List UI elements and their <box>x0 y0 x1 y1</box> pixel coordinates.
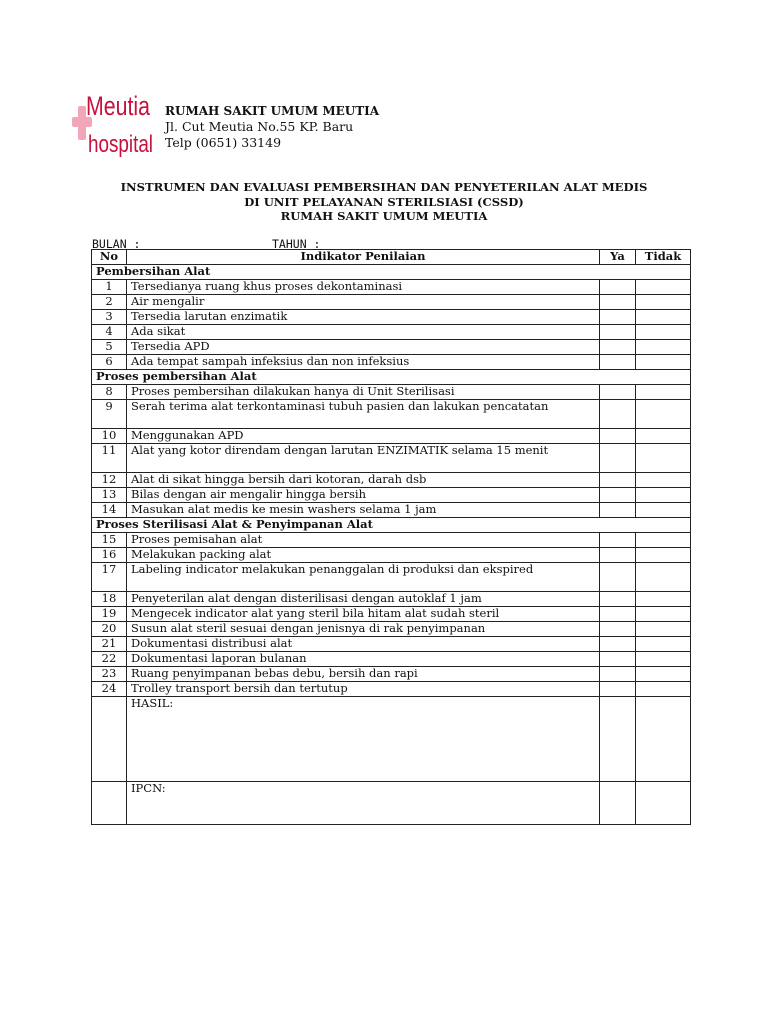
item-indicator: Melakukan packing alat <box>127 548 600 563</box>
item-indicator: Menggunakan APD <box>127 429 600 444</box>
tidak-cell[interactable] <box>636 652 691 667</box>
item-indicator: Dokumentasi laporan bulanan <box>127 652 600 667</box>
tidak-cell[interactable] <box>636 503 691 518</box>
item-number: 9 <box>92 400 127 429</box>
tidak-cell[interactable] <box>636 592 691 607</box>
logo-graphic <box>72 84 156 164</box>
table-row <box>92 592 691 607</box>
title-line-1: INSTRUMEN DAN EVALUASI PEMBERSIHAN DAN PENYETERILAN ALAT MEDIS <box>120 180 648 194</box>
item-indicator: Ada sikat <box>127 325 600 340</box>
tidak-cell[interactable] <box>636 533 691 548</box>
ya-cell[interactable] <box>600 429 636 444</box>
item-indicator: Proses pembersihan dilakukan hanya di Unit Sterilisasi <box>127 385 600 400</box>
item-number: 19 <box>92 607 127 622</box>
table-row <box>92 385 691 400</box>
item-indicator: Labeling indicator melakukan penanggalan di produksi dan ekspired <box>127 563 600 592</box>
item-number: 4 <box>92 325 127 340</box>
header-indicator: Indikator Penilaian <box>127 250 600 265</box>
item-number: 5 <box>92 340 127 355</box>
table-row <box>92 325 691 340</box>
hasil-number-cell <box>92 697 127 782</box>
table-row <box>92 488 691 503</box>
tidak-cell[interactable] <box>636 444 691 473</box>
hospital-logo <box>72 84 156 164</box>
ya-cell[interactable] <box>600 622 636 637</box>
item-number: 21 <box>92 637 127 652</box>
ipcn-ya-cell <box>600 782 636 825</box>
tidak-cell[interactable] <box>636 385 691 400</box>
item-number: 13 <box>92 488 127 503</box>
tidak-cell[interactable] <box>636 473 691 488</box>
tidak-cell[interactable] <box>636 355 691 370</box>
item-indicator: Penyeterilan alat dengan disterilisasi dengan autoklaf 1 jam <box>127 592 600 607</box>
item-indicator: Ruang penyimpanan bebas debu, bersih dan rapi <box>127 667 600 682</box>
tidak-cell[interactable] <box>636 667 691 682</box>
item-number: 2 <box>92 295 127 310</box>
item-number: 3 <box>92 310 127 325</box>
item-number: 23 <box>92 667 127 682</box>
tidak-cell[interactable] <box>636 622 691 637</box>
item-number: 15 <box>92 533 127 548</box>
section-row <box>92 265 691 280</box>
item-number: 24 <box>92 682 127 697</box>
table-header-row <box>92 250 691 265</box>
item-indicator: Serah terima alat terkontaminasi tubuh pasien dan lakukan pencatatan <box>127 400 600 429</box>
item-number: 16 <box>92 548 127 563</box>
logo-text-top: Meutia <box>86 91 151 121</box>
table-row <box>92 473 691 488</box>
hospital-address: Jl. Cut Meutia No.55 KP. Baru <box>165 119 354 134</box>
ya-cell[interactable] <box>600 533 636 548</box>
hasil-row <box>92 697 691 782</box>
table-row <box>92 652 691 667</box>
tidak-cell[interactable] <box>636 488 691 503</box>
table-row <box>92 667 691 682</box>
ya-cell[interactable] <box>600 652 636 667</box>
bulan-label: BULAN : <box>92 237 141 251</box>
item-indicator: Alat yang kotor direndam dengan larutan ENZIMATIK selama 15 menit <box>127 444 600 473</box>
item-indicator: Tersedianya ruang khus proses dekontaminasi <box>127 280 600 295</box>
tidak-cell[interactable] <box>636 400 691 429</box>
item-number: 18 <box>92 592 127 607</box>
table-row <box>92 280 691 295</box>
ya-cell[interactable] <box>600 548 636 563</box>
title-line-3: RUMAH SAKIT UMUM MEUTIA <box>280 209 488 223</box>
ya-cell[interactable] <box>600 637 636 652</box>
hospital-name: RUMAH SAKIT UMUM MEUTIA <box>165 104 380 118</box>
item-indicator: Alat di sikat hingga bersih dari kotoran, darah dsb <box>127 473 600 488</box>
ipcn-number-cell <box>92 782 127 825</box>
item-number: 14 <box>92 503 127 518</box>
ya-cell[interactable] <box>600 444 636 473</box>
item-number: 1 <box>92 280 127 295</box>
tidak-cell[interactable] <box>636 325 691 340</box>
ipcn-row <box>92 782 691 825</box>
header-tidak: Tidak <box>636 250 691 265</box>
item-number: 11 <box>92 444 127 473</box>
item-indicator: Susun alat steril sesuai dengan jenisnya di rak penyimpanan <box>127 622 600 637</box>
ya-cell[interactable] <box>600 503 636 518</box>
section-title: Pembersihan Alat <box>92 265 691 280</box>
item-number: 12 <box>92 473 127 488</box>
tidak-cell[interactable] <box>636 563 691 592</box>
table-row <box>92 355 691 370</box>
table-row <box>92 400 691 429</box>
tidak-cell[interactable] <box>636 637 691 652</box>
hospital-phone: Telp (0651) 33149 <box>165 135 282 150</box>
logo-text-bottom: hospital <box>88 131 153 158</box>
table-row <box>92 444 691 473</box>
header-ya: Ya <box>600 250 636 265</box>
table-row <box>92 548 691 563</box>
table-row <box>92 622 691 637</box>
tidak-cell[interactable] <box>636 310 691 325</box>
ya-cell[interactable] <box>600 488 636 503</box>
item-indicator: Bilas dengan air mengalir hingga bersih <box>127 488 600 503</box>
document-title <box>0 180 768 224</box>
table-row <box>92 310 691 325</box>
item-number: 6 <box>92 355 127 370</box>
ya-cell[interactable] <box>600 340 636 355</box>
hasil-tidak-cell <box>636 697 691 782</box>
item-number: 22 <box>92 652 127 667</box>
table-row <box>92 682 691 697</box>
section-title: Proses Sterilisasi Alat & Penyimpanan Alat <box>92 518 691 533</box>
ya-cell[interactable] <box>600 295 636 310</box>
item-indicator: Dokumentasi distribusi alat <box>127 637 600 652</box>
table-row <box>92 563 691 592</box>
ipcn-label[interactable]: IPCN: <box>127 782 600 825</box>
item-indicator: Mengecek indicator alat yang steril bila hitam alat sudah steril <box>127 607 600 622</box>
ya-cell[interactable] <box>600 400 636 429</box>
item-number: 20 <box>92 622 127 637</box>
section-row <box>92 518 691 533</box>
table-body <box>92 265 691 825</box>
table-row <box>92 503 691 518</box>
ya-cell[interactable] <box>600 667 636 682</box>
tidak-cell[interactable] <box>636 295 691 310</box>
table-row <box>92 607 691 622</box>
table-row <box>92 533 691 548</box>
ya-cell[interactable] <box>600 280 636 295</box>
header-no: No <box>92 250 127 265</box>
tidak-cell[interactable] <box>636 429 691 444</box>
item-indicator: Proses pemisahan alat <box>127 533 600 548</box>
item-indicator: Air mengalir <box>127 295 600 310</box>
ipcn-tidak-cell <box>636 782 691 825</box>
ya-cell[interactable] <box>600 682 636 697</box>
ya-cell[interactable] <box>600 310 636 325</box>
ya-cell[interactable] <box>600 607 636 622</box>
item-indicator: Trolley transport bersih dan tertutup <box>127 682 600 697</box>
ya-cell[interactable] <box>600 592 636 607</box>
table-row <box>92 637 691 652</box>
table-row <box>92 340 691 355</box>
item-indicator: Tersedia APD <box>127 340 600 355</box>
ya-cell[interactable] <box>600 563 636 592</box>
hasil-label[interactable]: HASIL: <box>127 697 600 782</box>
tidak-cell[interactable] <box>636 682 691 697</box>
tidak-cell[interactable] <box>636 280 691 295</box>
ya-cell[interactable] <box>600 355 636 370</box>
hasil-ya-cell <box>600 697 636 782</box>
ya-cell[interactable] <box>600 385 636 400</box>
item-indicator: Masukan alat medis ke mesin washers selama 1 jam <box>127 503 600 518</box>
tidak-cell[interactable] <box>636 607 691 622</box>
section-title: Proses pembersihan Alat <box>92 370 691 385</box>
evaluation-table <box>91 249 691 825</box>
title-line-2: DI UNIT PELAYANAN STERILSIASI (CSSD) <box>244 194 524 209</box>
ya-cell[interactable] <box>600 473 636 488</box>
section-row <box>92 370 691 385</box>
item-number: 8 <box>92 385 127 400</box>
table-row <box>92 295 691 310</box>
item-number: 17 <box>92 563 127 592</box>
table-row <box>92 429 691 444</box>
hospital-info <box>165 103 379 151</box>
tidak-cell[interactable] <box>636 340 691 355</box>
item-number: 10 <box>92 429 127 444</box>
tidak-cell[interactable] <box>636 548 691 563</box>
item-indicator: Tersedia larutan enzimatik <box>127 310 600 325</box>
item-indicator: Ada tempat sampah infeksius dan non infeksius <box>127 355 600 370</box>
tahun-label: TAHUN : <box>272 237 321 251</box>
ya-cell[interactable] <box>600 325 636 340</box>
